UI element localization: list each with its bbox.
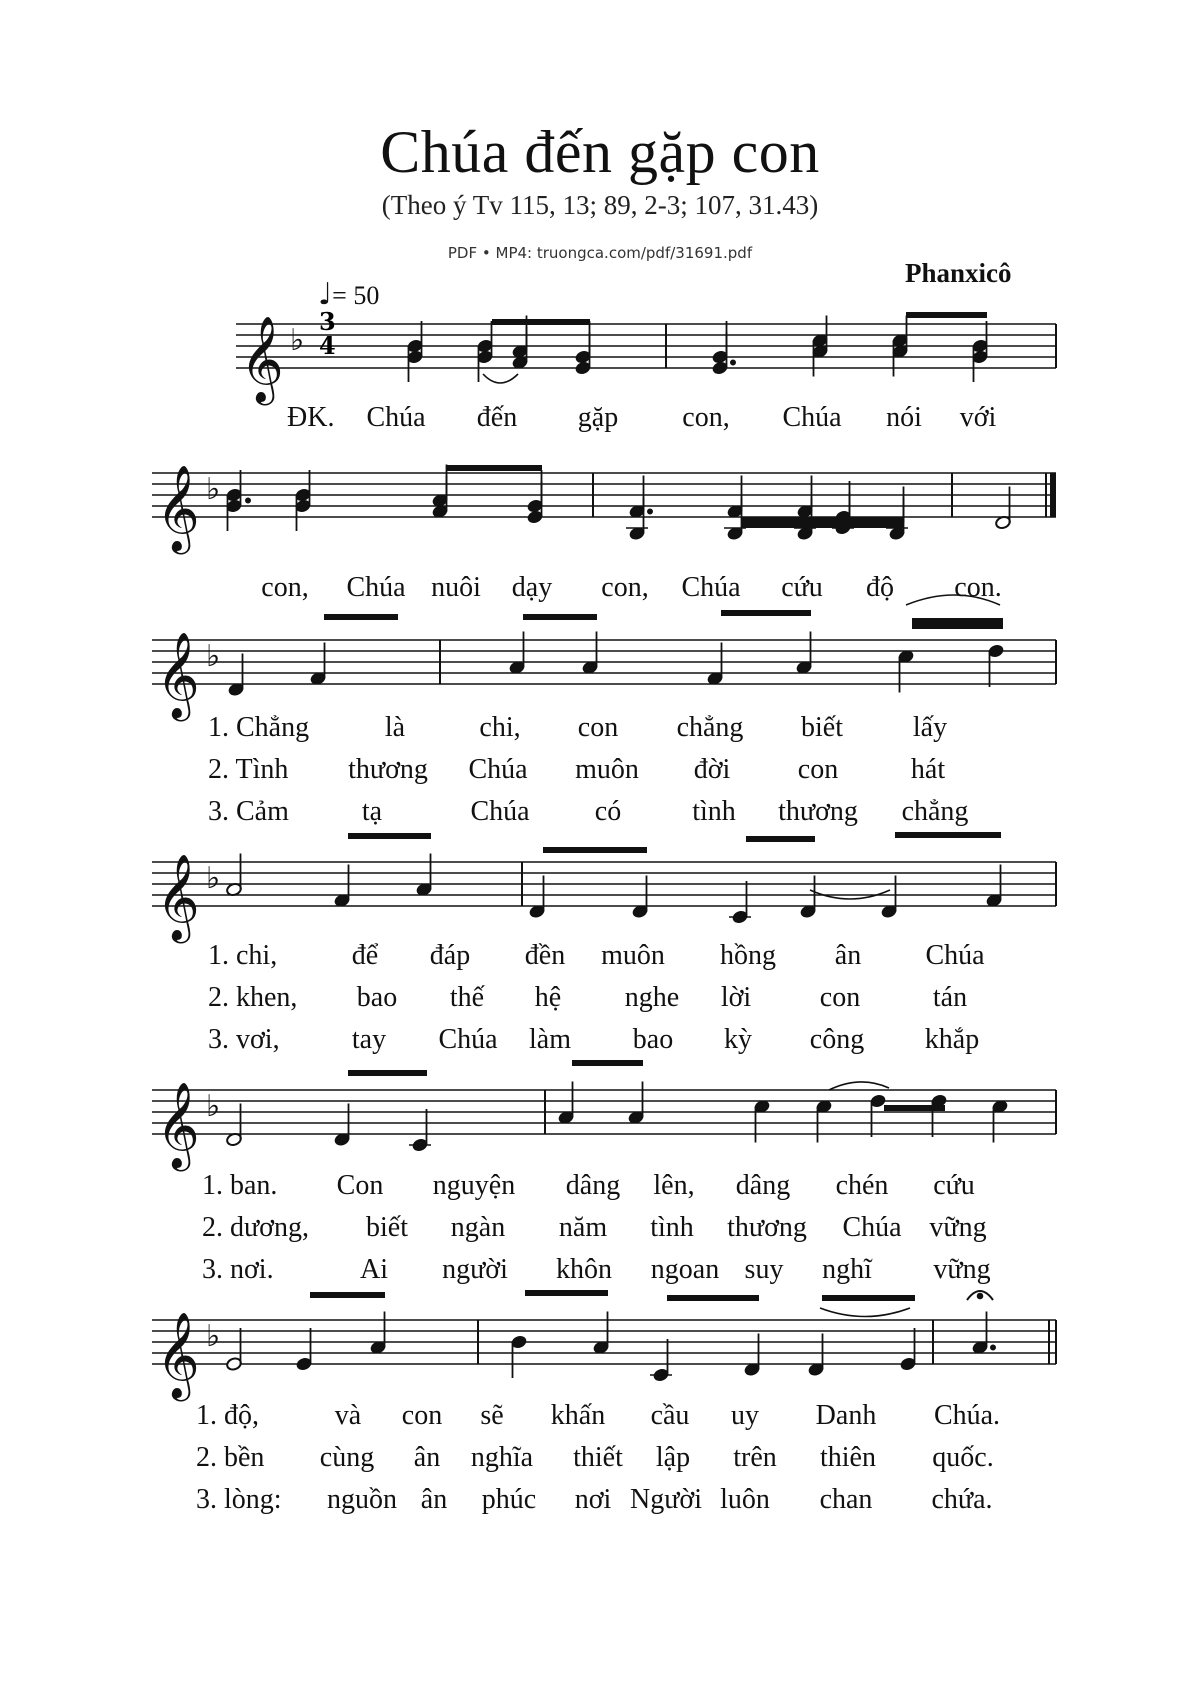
lyric-s6-v2-5: thiết [573, 1442, 623, 1473]
lyric-s3-v1-5: chẳng [676, 712, 744, 743]
dot [991, 1345, 996, 1350]
flat-icon: ♭ [290, 323, 305, 358]
fermata-dot [978, 1294, 983, 1299]
lyric-refrain-4: con, [682, 402, 730, 433]
lyric-s3-v2-6: con [797, 754, 839, 785]
lyric-s5-v3-3: người [442, 1254, 508, 1285]
beam [523, 614, 597, 620]
time-signature-bottom: 4 [319, 331, 336, 360]
beam [884, 1105, 945, 1111]
lyric-s4-v3-5: bao [632, 1024, 674, 1055]
lyric-s3-v3-5: tình [692, 796, 736, 827]
lyric-s6-v1-6: cầu [650, 1400, 690, 1431]
lyric-refrain-12: con, [601, 572, 649, 603]
lyric-s4-v2-2: bao [356, 982, 398, 1013]
lyric-s3-v2-1: 2. Tình [208, 754, 289, 785]
lyric-s6-v1-7: uy [731, 1400, 759, 1431]
lyric-s6-v2-6: lập [655, 1442, 691, 1473]
lyric-s4-v1-6: hồng [720, 940, 776, 971]
beam [348, 833, 431, 839]
beam [446, 465, 542, 471]
lyric-s5-v2-4: năm [558, 1212, 608, 1243]
lyric-s4-v1-8: Chúa [925, 940, 985, 971]
lyric-s4-v1-5: muôn [601, 940, 665, 971]
beam [742, 522, 904, 528]
lyric-refrain-2: đến [476, 402, 518, 433]
beam [492, 319, 590, 325]
lyric-s4-v1-3: đáp [429, 940, 471, 971]
lyric-s5-v1-2: Con [336, 1170, 384, 1201]
treble-clef-icon: 𝄞 [240, 316, 284, 402]
beam [895, 832, 1001, 838]
lyric-s5-v3-7: nghĩ [822, 1254, 872, 1285]
lyric-s3-v3-3: Chúa [470, 796, 530, 827]
lyric-s5-v2-6: thương [727, 1212, 807, 1243]
lyric-s4-v2-4: hệ [534, 982, 562, 1013]
song-subtitle: (Theo ý Tv 115, 13; 89, 2-3; 107, 31.43) [381, 190, 819, 220]
lyric-s6-v3-6: Người [630, 1484, 702, 1515]
lyric-refrain-13: Chúa [681, 572, 741, 603]
lyric-s4-v2-5: nghe [624, 982, 680, 1013]
lyric-s5-v2-7: Chúa [842, 1212, 902, 1243]
lyric-s6-v1-5: khấn [550, 1400, 606, 1431]
lyric-s3-v2-3: Chúa [468, 754, 528, 785]
treble-clef-icon: 𝄞 [156, 1312, 200, 1398]
time-signature-top: 3 [319, 307, 336, 336]
lyric-s4-v1-7: ân [834, 940, 862, 971]
lyric-s4-v2-7: con [819, 982, 861, 1013]
lyric-s4-v3-1: 3. vơi, [208, 1024, 280, 1055]
lyric-s6-v1-3: con [401, 1400, 443, 1431]
lyric-s3-v3-4: có [594, 796, 622, 827]
lyric-s3-v3-2: tạ [361, 796, 383, 827]
lyric-s5-v1-8: cứu [933, 1170, 975, 1201]
lyric-s4-v2-3: thế [449, 982, 485, 1013]
lyric-s3-v2-4: muôn [575, 754, 639, 785]
lyric-s3-v1-7: lấy [912, 712, 948, 743]
flat-icon: ♭ [206, 861, 221, 896]
lyric-s4-v3-3: Chúa [438, 1024, 498, 1055]
tempo-value: = 50 [332, 281, 380, 310]
slur [483, 374, 518, 383]
lyric-s3-v3-6: thương [778, 796, 858, 827]
beam [667, 1295, 759, 1301]
lyric-s5-v1-6: dâng [735, 1170, 791, 1201]
beam [543, 847, 647, 853]
barlines [440, 324, 1056, 1364]
refrain-label: ĐK. [287, 402, 335, 433]
lyric-s5-v1-7: chén [835, 1170, 889, 1201]
flat-icon: ♭ [206, 1089, 221, 1124]
lyric-s6-v2-9: quốc. [932, 1442, 994, 1473]
lyric-s6-v3-5: nơi [574, 1484, 612, 1515]
beam [721, 610, 811, 616]
lyric-s3-v1-4: con [577, 712, 619, 743]
treble-clef-icon: 𝄞 [156, 854, 200, 940]
lyric-refrain-7: với [959, 402, 997, 433]
dot [648, 509, 653, 514]
lyric-s4-v2-1: 2. khen, [208, 982, 298, 1013]
slur [820, 1308, 910, 1317]
lyric-s6-v1-2: và [334, 1400, 362, 1431]
lyric-refrain-8: con, [261, 572, 309, 603]
flat-icon: ♭ [206, 472, 221, 507]
flat-icon: ♭ [206, 1319, 221, 1354]
lyric-s4-v2-8: tán [932, 982, 968, 1013]
lyric-s5-v3-1: 3. nơi. [202, 1254, 274, 1285]
beam [348, 1070, 427, 1076]
lyric-s6-v1-8: Danh [815, 1400, 877, 1431]
dot [731, 360, 736, 365]
flat-icon: ♭ [206, 639, 221, 674]
beam [310, 1292, 385, 1298]
lyric-refrain-1: Chúa [366, 402, 426, 433]
slur [829, 1082, 889, 1090]
lyric-s6-v1-9: Chúa. [933, 1400, 1001, 1431]
beam [324, 614, 398, 620]
lyric-s4-v2-6: lời [720, 982, 752, 1013]
lyric-s4-v1-4: đền [524, 940, 566, 971]
dot [246, 498, 251, 503]
lyric-s5-v2-2: biết [366, 1212, 408, 1243]
final-barline [1050, 473, 1056, 517]
lyric-s5-v3-5: ngoan [650, 1254, 720, 1285]
lyric-refrain-6: nói [886, 402, 922, 433]
lyric-s6-v1-1: 1. độ, [196, 1400, 259, 1431]
lyric-s6-v3-3: ân [420, 1484, 448, 1515]
lyric-s5-v1-3: nguyện [432, 1170, 516, 1201]
lyric-refrain-11: dạy [511, 572, 553, 603]
composer-name: Phanxicô [905, 258, 1012, 288]
lyric-s6-v3-8: chan [819, 1484, 873, 1515]
lyric-refrain-3: gặp [577, 402, 619, 433]
lyric-refrain-16: con. [954, 572, 1002, 603]
lyric-s6-v3-2: nguồn [327, 1484, 397, 1515]
lyric-s3-v2-2: thương [348, 754, 428, 785]
lyric-refrain-14: cứu [781, 572, 823, 603]
lyric-s3-v1-3: chi, [479, 712, 521, 743]
lyric-s6-v2-1: 2. bền [196, 1442, 265, 1473]
beam [572, 1060, 643, 1066]
lyric-s3-v3-7: chẳng [901, 796, 969, 827]
lyric-s4-v3-4: làm [529, 1024, 571, 1055]
lyric-s4-v1-2: để [351, 940, 379, 971]
lyric-s5-v3-8: vững [933, 1254, 991, 1285]
staves [152, 324, 1056, 1364]
lyric-refrain-10: nuôi [431, 572, 481, 603]
lyric-s4-v3-7: công [809, 1024, 865, 1055]
beam [822, 1295, 915, 1301]
lyric-s3-v3-1: 3. Cảm [208, 796, 289, 827]
lyric-s4-v3-2: tay [351, 1024, 387, 1055]
lyric-refrain-9: Chúa [346, 572, 406, 603]
lyric-s3-v1-2: là [384, 712, 406, 743]
treble-clef-icon: 𝄞 [156, 465, 200, 551]
lyric-s6-v3-9: chứa. [931, 1484, 993, 1515]
lyric-s3-v1-6: biết [801, 712, 843, 743]
treble-clef-icon: 𝄞 [156, 1082, 200, 1168]
lyric-refrain-5: Chúa [782, 402, 842, 433]
lyric-refrain-15: độ [866, 572, 894, 603]
song-title: Chúa đến gặp con [380, 119, 820, 185]
lyric-s3-v2-5: đời [693, 754, 731, 785]
lyric-s5-v3-2: Ai [360, 1254, 388, 1285]
beam [525, 1290, 608, 1296]
lyric-s6-v2-7: trên [733, 1442, 777, 1473]
lyric-s6-v2-4: nghĩa [470, 1442, 534, 1473]
lyric-s5-v2-5: tình [650, 1212, 694, 1243]
treble-clef-icon: 𝄞 [156, 632, 200, 718]
lyric-s5-v3-4: khôn [556, 1254, 612, 1285]
lyric-s3-v1-1: 1. Chẳng [208, 712, 310, 743]
lyric-s6-v3-7: luôn [720, 1484, 770, 1515]
lyric-s6-v3-4: phúc [481, 1484, 537, 1515]
lyric-s5-v2-8: vững [929, 1212, 987, 1243]
lyric-s6-v2-8: thiên [820, 1442, 876, 1473]
lyric-s5-v1-5: lên, [653, 1170, 695, 1201]
beam [906, 312, 987, 318]
lyric-s5-v2-1: 2. dương, [202, 1212, 309, 1243]
lyric-s6-v2-2: cùng [319, 1442, 375, 1473]
lyric-s4-v3-8: khắp [924, 1024, 980, 1055]
lyric-s4-v1-1: 1. chi, [208, 940, 278, 971]
lyric-s4-v3-6: kỳ [724, 1024, 752, 1055]
lyric-s5-v1-4: dâng [565, 1170, 621, 1201]
beam [912, 623, 1003, 629]
quarter-note-icon: ♩ [318, 277, 333, 312]
lyric-s5-v3-6: suy [744, 1254, 784, 1285]
source-link[interactable]: PDF • MP4: truongca.com/pdf/31691.pdf [447, 244, 753, 262]
lyric-s5-v2-3: ngàn [450, 1212, 506, 1243]
lyric-s5-v1-1: 1. ban. [202, 1170, 278, 1201]
lyric-s6-v3-1: 3. lòng: [196, 1484, 282, 1515]
lyric-s6-v2-3: ân [413, 1442, 441, 1473]
lyric-s3-v2-7: hát [910, 754, 946, 785]
beam [746, 836, 815, 842]
lyric-s6-v1-4: sẽ [480, 1400, 504, 1431]
beams [310, 312, 1003, 1301]
